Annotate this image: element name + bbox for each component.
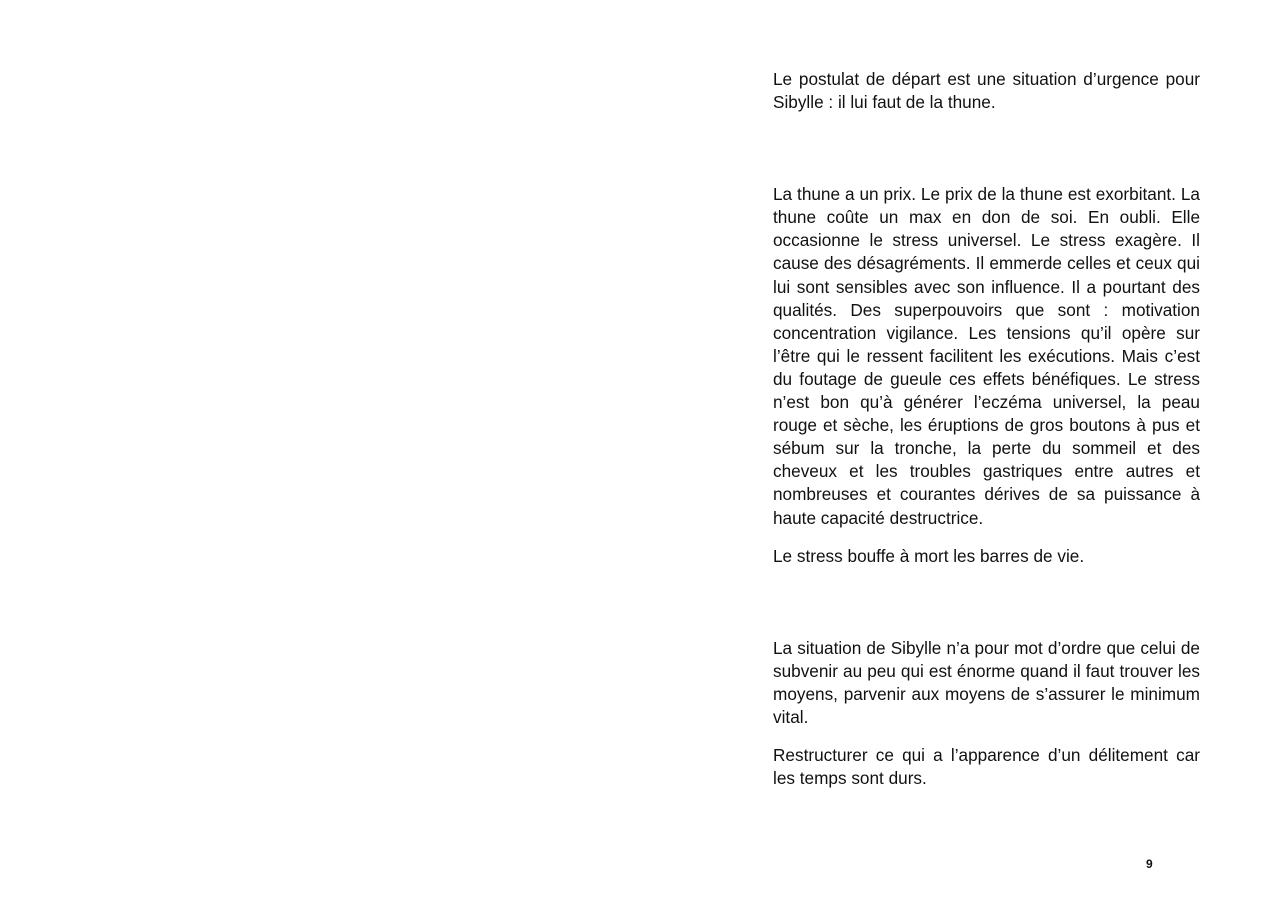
body-text	[773, 68, 1200, 790]
paragraph-intro: Le postulat de départ est une situation d’urgence pour Sibylle : il lui faut de la thune.	[773, 69, 1200, 113]
paragraph-restructure: Restructurer ce qui a l’apparence d’un délitement car les temps sont durs.	[773, 745, 1200, 789]
right-page	[632, 0, 1264, 903]
page-number: 9	[1146, 857, 1153, 871]
paragraph-situation: La situation de Sibylle n’a pour mot d’ordre que celui de subvenir au peu qui est énorme quand il faut trouver les moyens, parvenir aux moyens de s’assurer le minimum vital.	[773, 637, 1200, 727]
paragraph-spacing	[773, 530, 1200, 545]
paragraph-spacing	[773, 729, 1200, 744]
paragraph-stress: La thune a un prix. Le prix de la thune est exorbitant. La thune coûte un max en don de soi. En oubli. Elle occasionne le stress universel. Le stress exagère. Il cause des désagréments. Il emmerde celles et ceux qui lui sont sensibles avec son influence. Il a pourtant des qualités. Des superpouvoirs que sont : motivation concentration vigilance. Les tensions qu’il opère sur l’être qui le ressent facilitent les exécutions. Mais c’est du foutage de gueule ces effets bénéfiques. Le stress n’est bon qu’à générer l’eczéma universel, la peau rouge et sèche, les éruptions de gros boutons à pus et sébum sur la tronche, la perte du sommeil et des cheveux et les troubles gastriques entre autres et nombreuses et courantes dérives de sa puissance à haute capacité destructrice.	[773, 184, 1200, 528]
paragraph-life-bars: Le stress bouffe à mort les barres de vie.	[773, 545, 1085, 566]
section-break	[773, 114, 1200, 183]
section-break	[773, 568, 1200, 637]
